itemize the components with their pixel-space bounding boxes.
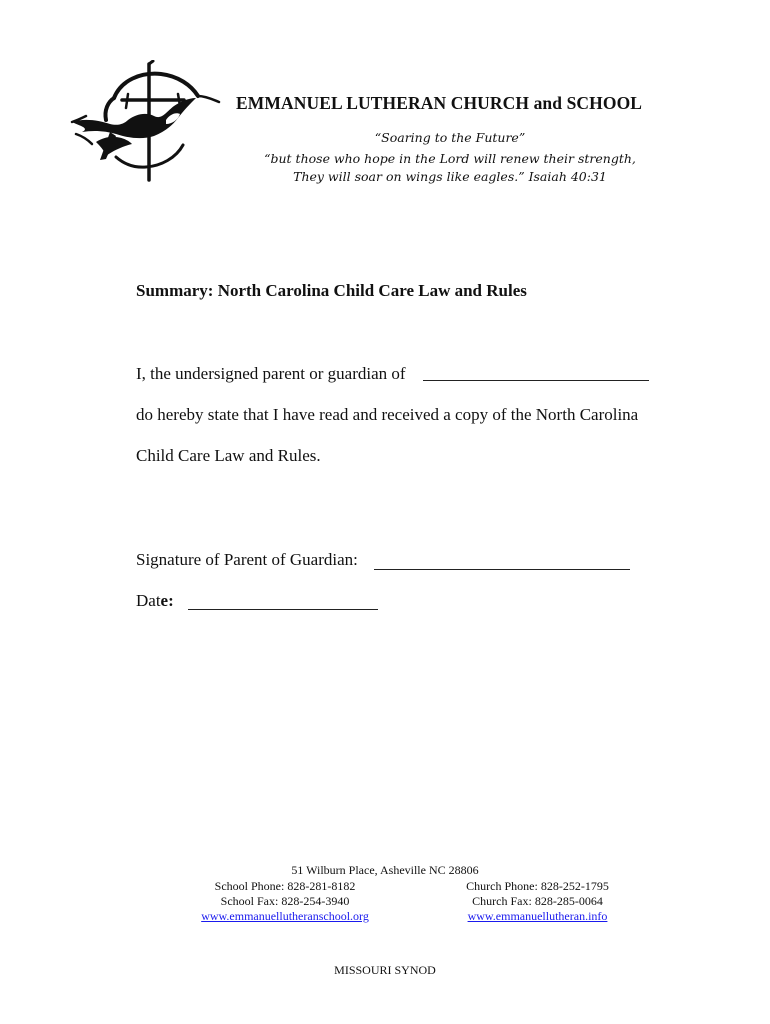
church-website-link-wrap <box>450 909 625 924</box>
church-website-link[interactable]: www.emmanuellutheran.info <box>467 909 608 923</box>
synod-label: MISSOURI SYNOD <box>334 963 436 977</box>
signature-blank[interactable] <box>374 569 630 570</box>
school-phone: School Phone: 828-281-8182 <box>214 879 356 893</box>
church-phone: Church Phone: 828-252-1795 <box>466 879 609 893</box>
child-name-blank[interactable] <box>423 380 649 381</box>
tagline-verse-line-1: “but those who hope in the Lord will renew their strength, <box>264 151 636 166</box>
tagline-motto: “Soaring to the Future” <box>374 130 526 145</box>
cross-circle-eagle-logo-icon <box>66 60 226 185</box>
school-website-link-wrap <box>190 909 380 924</box>
organization-title: EMMANUEL LUTHERAN CHURCH and SCHOOL <box>236 93 643 113</box>
date-label <box>136 591 174 611</box>
summary-heading: Summary: North Carolina Child Care Law and Rules <box>136 281 527 300</box>
footer-address: 51 Wilburn Place, Asheville NC 28806 <box>291 863 479 877</box>
date-label-end: e: <box>160 591 174 610</box>
parent-statement-line-2: do hereby state that I have read and received a copy of the North Carolina <box>136 405 639 424</box>
parent-statement-line-3: Child Care Law and Rules. <box>136 446 321 465</box>
signature-label: Signature of Parent of Guardian: <box>136 550 358 569</box>
date-label-start: Dat <box>136 591 161 610</box>
tagline-verse-line-2: They will soar on wings like eagles.” Isaiah 40:31 <box>293 169 607 184</box>
church-fax: Church Fax: 828-285-0064 <box>472 894 603 908</box>
date-blank[interactable] <box>188 609 378 610</box>
school-fax: School Fax: 828-254-3940 <box>220 894 350 908</box>
school-website-link[interactable]: www.emmanuellutheranschool.org <box>201 909 369 923</box>
parent-statement-line-1: I, the undersigned parent or guardian of <box>136 364 406 383</box>
